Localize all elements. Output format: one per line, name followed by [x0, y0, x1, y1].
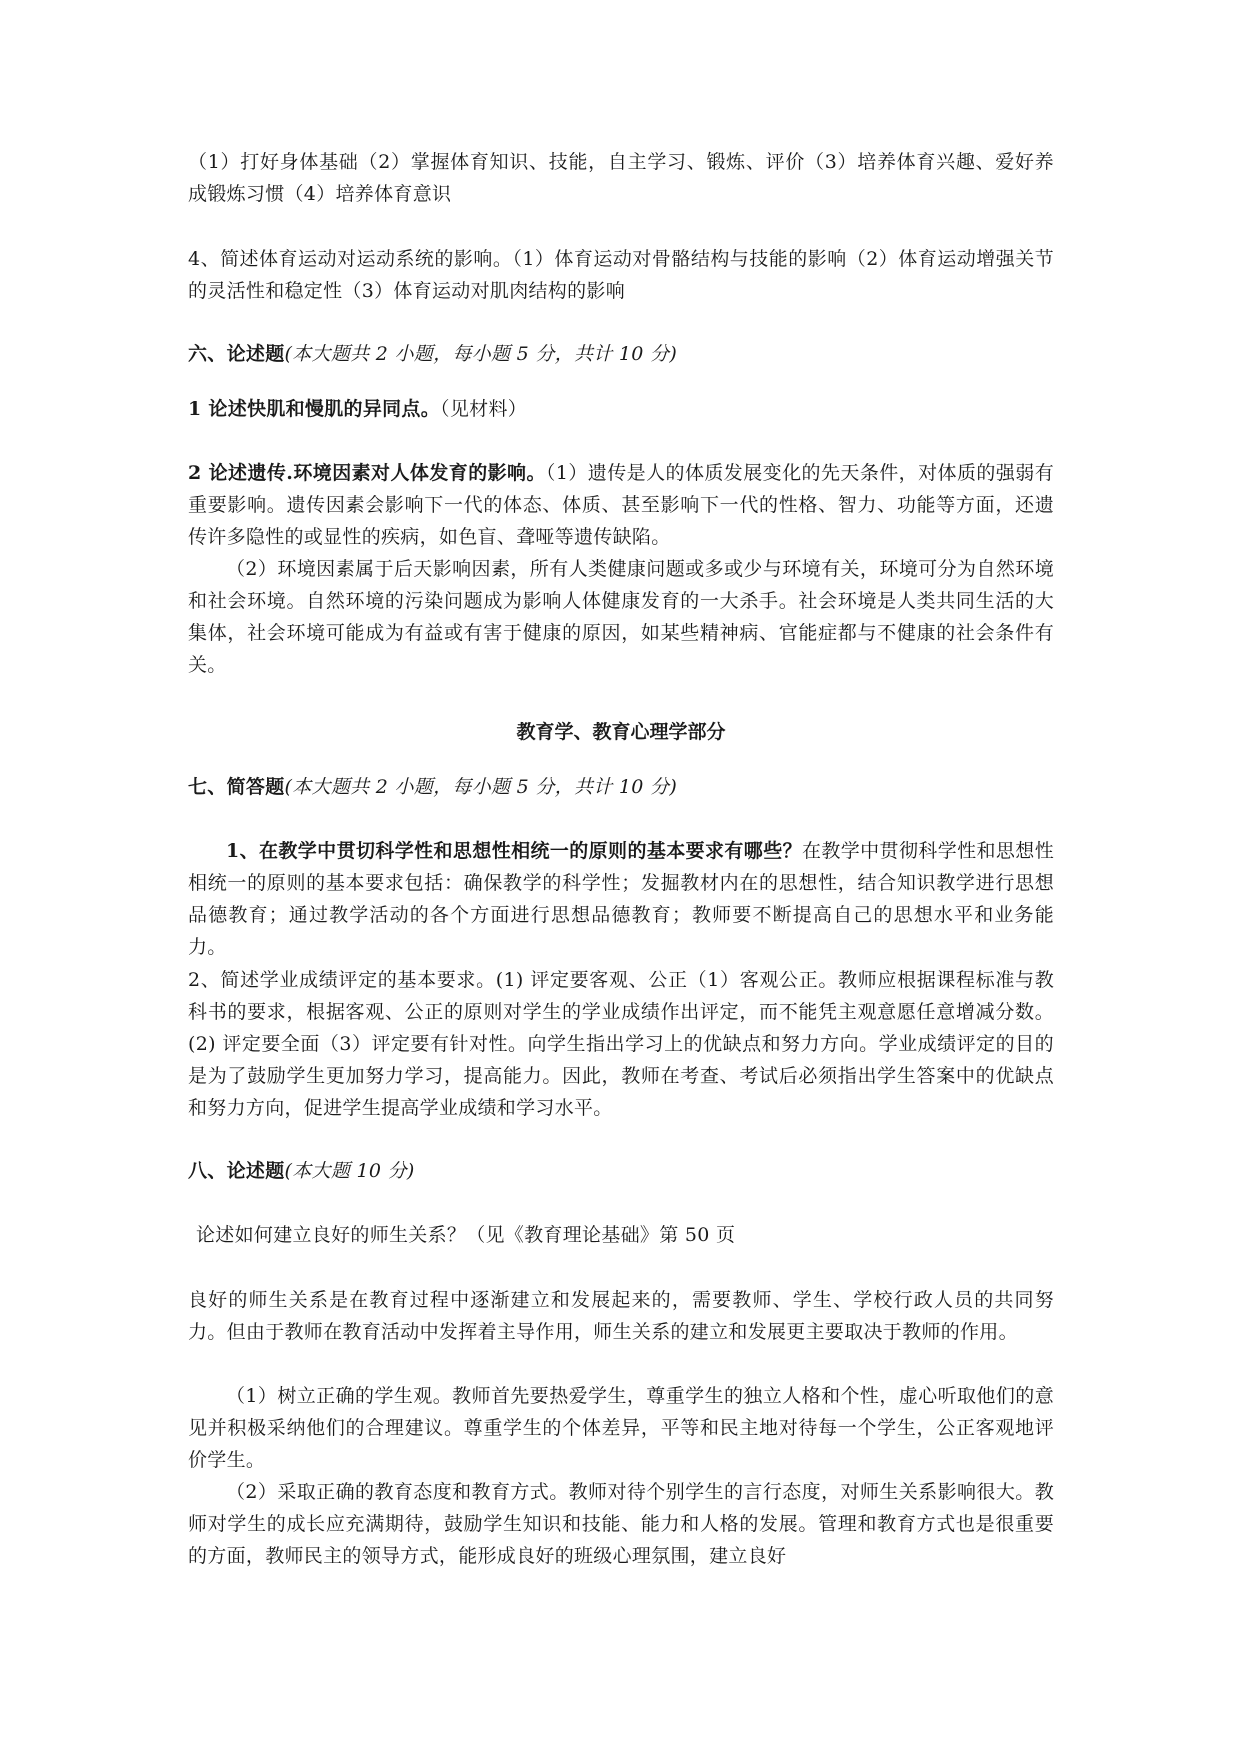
question-note: （见材料） [440, 398, 528, 420]
question-s7-1 [188, 835, 1054, 963]
question-s7-2: 2、简述学业成绩评定的基本要求。(1) 评定要客观、公正（1）客观公正。教师应根据课程标准与教科书的要求，根据客观、公正的原则对学生的学业成绩作出评定，而不能凭主观意愿任意增减分数。(2) 评定要全面（3）评定要有针对性。向学生指出学习上的优缺点和努力方向。学业成绩评定的目的是为了鼓励学生更加努力学习，提高能力。因此，教师在考查、考试后必须指出学生答案中的优缺点和努力方向，促进学生提高学业成绩和学习水平。 [188, 969, 1054, 1119]
section-title: 八、论述题 [188, 1160, 285, 1182]
paragraph-environment: （2）环境因素属于后天影响因素，所有人类健康问题或多或少与环境有关，环境可分为自然环境和社会环境。自然环境的污染问题成为影响人体健康发育的一大杀手。社会环境是人类共同生活的大集体，社会环境可能成为有益或有害于健康的原因，如某些精神病、官能症都与不健康的社会条件有关。 [188, 558, 1054, 676]
section-note: (本大题共 2 小题，每小题 5 分，共计 10 分) [284, 343, 678, 365]
paragraph-pe-goals: （1）打好身体基础（2）掌握体育知识、技能，自主学习、锻炼、评价（3）培养体育兴趣、爱好养成锻炼习惯（4）培养体育意识 [188, 151, 1054, 205]
paragraph-teacher-student-intro: 良好的师生关系是在教育过程中逐渐建立和发展起来的，需要教师、学生、学校行政人员的共同努力。但由于教师在教育活动中发挥着主导作用，师生关系的建立和发展更主要取决于教师的作用。 [188, 1289, 1054, 1343]
question-body: （1）遗传是人的体质发展变化的先天条件，对体质的强弱有重要影响。遗传因素会影响下一代的体态、体质、甚至影响下一代的性格、智力、功能等方面，还遗传许多隐性的或显性的疾病，如色盲、聋哑等遗传缺陷。 [188, 462, 1054, 548]
paragraph-teaching-attitude: （2）采取正确的教育态度和教育方式。教师对待个别学生的言行态度，对师生关系影响很大。教师对学生的成长应充满期待，鼓励学生知识和技能、能力和人格的发展。管理和教育方式也是很重要的方面，教师民主的领导方式，能形成良好的班级心理氛围，建立良好 [188, 1481, 1054, 1567]
paragraph-student-view: （1）树立正确的学生观。教师首先要热爱学生，尊重学生的独立人格和个性，虚心听取他们的意见并积极采纳他们的合理建议。尊重学生的个体差异，平等和民主地对待每一个学生，公正客观地评价学生。 [188, 1385, 1054, 1471]
part-title: 教育学、教育心理学部分 [516, 721, 726, 743]
question-2-heredity-environment [188, 457, 1054, 553]
question-body: 在教学中贯彻科学性和思想性相统一的原则的基本要求包括：确保教学的科学性；发掘教材内在的思想性，结合知识教学进行思想品德教育；通过教学活动的各个方面进行思想品德教育；教师要不断提高自己的思想水平和业务能力。 [188, 840, 1054, 958]
question-title: 1 论述快肌和慢肌的异同点。 [188, 398, 441, 420]
section-heading-8 [188, 1155, 1054, 1187]
question-1-muscle-fibers [188, 393, 1054, 425]
section-heading-6 [188, 338, 1054, 370]
section-heading-7 [188, 771, 1054, 803]
section-note: (本大题共 2 小题，每小题 5 分，共计 10 分) [284, 776, 678, 798]
paragraph-q4-exercise-effects: 4、简述体育运动对运动系统的影响。（1）体育运动对骨骼结构与技能的影响（2）体育运动增强关节的灵活性和稳定性（3）体育运动对肌肉结构的影响 [188, 248, 1054, 302]
section-title: 七、简答题 [188, 776, 285, 798]
question-s8: 论述如何建立良好的师生关系？（见《教育理论基础》第 50 页 [196, 1224, 736, 1246]
section-title: 六、论述题 [188, 343, 285, 365]
question-title: 1、在教学中贯切科学性和思想性相统一的原则的基本要求有哪些？ [226, 840, 802, 862]
section-note: (本大题 10 分) [284, 1160, 415, 1182]
question-title: 2 论述遗传.环境因素对人体发育的影响。 [188, 462, 546, 484]
